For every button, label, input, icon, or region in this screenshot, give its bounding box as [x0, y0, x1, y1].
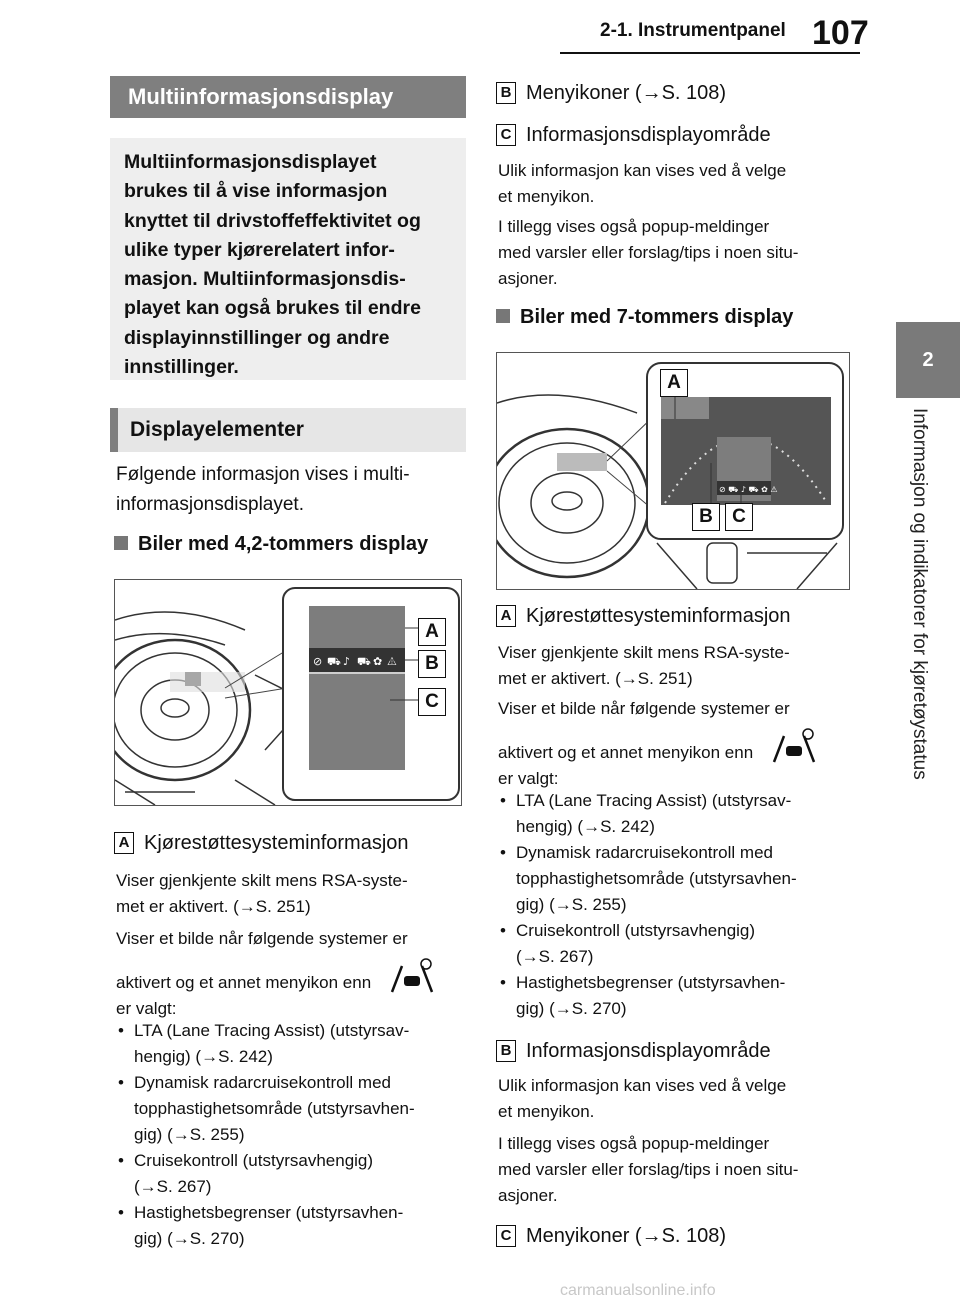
intro-line: brukes til å vise informasjon: [124, 180, 388, 203]
subhead-42: [114, 533, 428, 556]
item-title-text: Menyikoner (→S. 108): [526, 1225, 727, 1247]
item-title-text: Menyikoner (→S. 108): [526, 82, 727, 104]
callout-a: A: [660, 369, 688, 397]
svg-text:⛟: ⛟: [327, 655, 341, 668]
item-a-p1-left: [116, 868, 408, 920]
chapter-title: Informasjon og indikatorer for kjøretøystatus: [909, 408, 930, 780]
text-line: er valgt:: [116, 999, 177, 1018]
list-item: • Hastighetsbegrenser (utstyrsavhen- gig) (→S. 270): [498, 970, 848, 1022]
callout-a: A: [418, 618, 446, 646]
svg-text:⚠: ⚠: [387, 655, 397, 668]
callout-c: C: [725, 503, 753, 531]
item-title-text: Kjørestøttesysteminformasjon: [526, 605, 791, 627]
square-bullet-icon: [114, 536, 128, 550]
list-item: • Cruisekontroll (utstyrsavhengig) (→S. 267): [116, 1148, 466, 1200]
lead-line: Følgende informasjon vises i multi-: [116, 464, 410, 485]
svg-text:⊘: ⊘: [313, 655, 323, 668]
text-line: Viser gjenkjente skilt mens RSA-syste-: [498, 643, 790, 662]
text-line: aktivert og et annet menyikon enn: [116, 973, 372, 992]
item-b-title-right: [496, 1040, 771, 1063]
svg-text:♪: ♪: [343, 655, 351, 668]
c-paragraph-1: [498, 158, 786, 210]
subsection-heading: Displayelementer: [130, 418, 304, 441]
text-line: asjoner.: [498, 1186, 558, 1205]
list-item: • Cruisekontroll (utstyrsavhengig) (→S. 267): [498, 918, 848, 970]
svg-text:✿: ✿: [373, 655, 383, 668]
text-line: med varsler eller forslag/tips i noen situ-: [498, 1160, 799, 1179]
list-item: • Hastighetsbegrenser (utstyrsavhen- gig) (→S. 270): [116, 1200, 466, 1252]
intro-line: ulike typer kjørerelatert infor-: [124, 238, 395, 261]
c-paragraph-2: [498, 214, 798, 292]
label-c: C: [496, 1225, 516, 1247]
intro-line: displayinnstillinger og andre: [124, 326, 390, 349]
text-line: Viser gjenkjente skilt mens RSA-syste-: [116, 871, 408, 890]
text-line: Viser et bilde når følgende systemer er: [498, 699, 790, 718]
subsection-heading-bar: [110, 408, 466, 452]
system-list-right: [498, 788, 848, 1022]
subhead-text: Biler med 4,2-tommers display: [138, 533, 429, 555]
text-line: et menyikon.: [498, 1102, 595, 1121]
svg-text:⊘ ⛟ ♪ ⛟ ✿ ⚠: ⊘ ⛟ ♪ ⛟ ✿ ⚠: [719, 485, 778, 494]
label-b: B: [496, 1040, 516, 1062]
item-a-p1-right: [498, 640, 790, 692]
text-line: asjoner.: [498, 269, 558, 288]
watermark: carmanualsonline.info: [560, 1282, 716, 1299]
item-c-title-right: [496, 1225, 726, 1248]
text-line: I tillegg vises også popup-meldinger: [498, 1134, 770, 1153]
svg-text:⛟: ⛟: [357, 655, 371, 668]
intro-line: masjon. Multiinformasjonsdis-: [124, 268, 406, 291]
text-line: et menyikon.: [498, 187, 595, 206]
section-heading: Multiinformasjonsdisplay: [128, 84, 394, 109]
lead-line: informasjonsdisplayet.: [116, 494, 304, 515]
intro-line: playet kan også brukes til endre: [124, 297, 421, 320]
item-a-title-right: [496, 605, 791, 628]
callout-b: B: [692, 503, 720, 531]
text-line: I tillegg vises også popup-meldinger: [498, 217, 770, 236]
item-b-p1: [498, 1073, 786, 1125]
text-line: Ulik informasjon kan vises ved å velge: [498, 1076, 787, 1095]
subhead-text: Biler med 7-tommers display: [520, 306, 794, 328]
dashboard-illustration: [115, 580, 461, 805]
list-item: • Dynamisk radarcruisekontroll med topphastighetsområde (utstyrsavhen- gig) (→S. 255): [498, 840, 848, 918]
item-a-p2-left: [116, 926, 436, 1022]
text-line: met er aktivert. (→S. 251): [498, 669, 693, 688]
text-line: Ulik informasjon kan vises ved å velge: [498, 161, 787, 180]
item-a-p2-right: [498, 696, 818, 792]
subhead-7: [496, 306, 793, 329]
text-line: med varsler eller forslag/tips i noen situ-: [498, 243, 799, 262]
lead-paragraph: [116, 460, 410, 520]
item-title-text: Informasjonsdisplayområde: [526, 124, 771, 146]
driving-assist-icon: [388, 958, 436, 994]
label-c: C: [496, 124, 516, 146]
chapter-tab: [896, 322, 960, 398]
square-bullet-icon: [496, 309, 510, 323]
item-title-text: Kjørestøttesysteminformasjon: [144, 832, 409, 854]
page-number: 107: [812, 14, 869, 52]
chapter-number: 2: [922, 348, 934, 371]
list-item: • LTA (Lane Tracing Assist) (utstyrsav- hengig) (→S. 242): [116, 1018, 466, 1070]
list-item: • LTA (Lane Tracing Assist) (utstyrsav- hengig) (→S. 242): [498, 788, 848, 840]
text-line: er valgt:: [498, 769, 559, 788]
label-a: A: [114, 832, 134, 854]
figure-42-display: [114, 579, 462, 806]
figure-7-display: [496, 352, 850, 590]
intro-box: [110, 138, 466, 380]
text-line: Viser et bilde når følgende systemer er: [116, 929, 408, 948]
label-a: A: [496, 605, 516, 627]
callout-c: C: [418, 688, 446, 716]
item-title-text: Informasjonsdisplayområde: [526, 1040, 771, 1062]
driving-assist-icon: [770, 728, 818, 764]
item-b-p2: [498, 1131, 798, 1209]
callout-b: B: [418, 650, 446, 678]
intro-line: innstillinger.: [124, 356, 239, 379]
label-b: B: [496, 82, 516, 104]
text-line: met er aktivert. (→S. 251): [116, 897, 311, 916]
section-heading-bar: [110, 76, 466, 118]
section-title: 2-1. Instrumentpanel: [600, 20, 786, 41]
item-c-info-area: [496, 124, 771, 147]
text-line: aktivert og et annet menyikon enn: [498, 743, 754, 762]
system-list-left: [116, 1018, 466, 1252]
header-rule: [560, 52, 860, 54]
intro-line: knyttet til drivstoffeffektivitet og: [124, 209, 421, 232]
item-a-title-left: [114, 832, 409, 855]
list-item: • Dynamisk radarcruisekontroll med topphastighetsområde (utstyrsavhen- gig) (→S. 255): [116, 1070, 466, 1148]
item-b-menu-icons: [496, 82, 726, 105]
intro-line: Multiinformasjonsdisplayet: [124, 151, 377, 173]
